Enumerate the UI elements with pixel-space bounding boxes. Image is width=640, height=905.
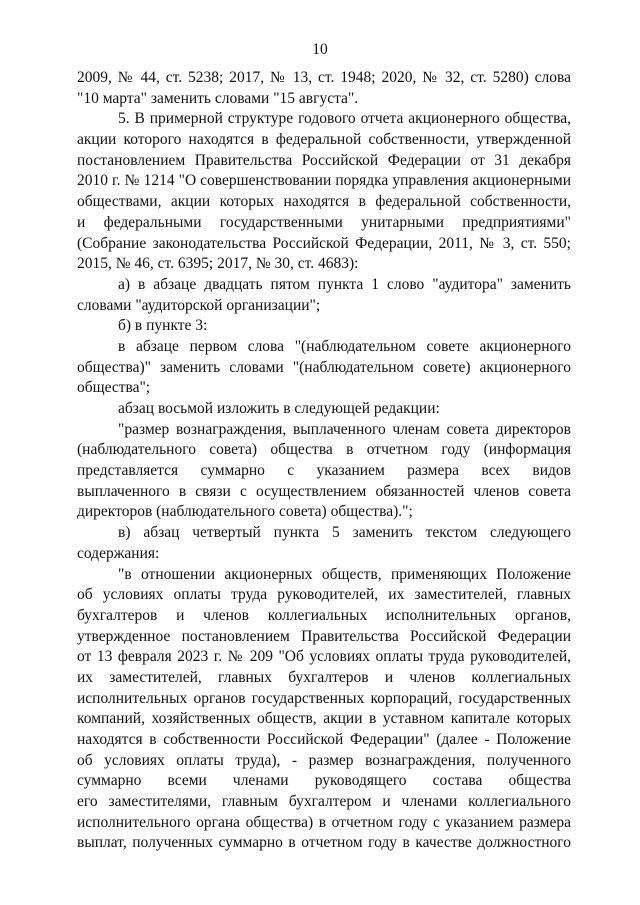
text-line: об условиях оплаты труда руководителей, их заместителей, главных — [77, 586, 571, 604]
text-line: находятся в собственности Российской Федерации" (далее - Положение — [77, 731, 571, 748]
text-line: "размер вознаграждения, выплаченного членам совета директоров — [118, 420, 571, 438]
text-line: "10 марта" заменить словами "15 августа". — [77, 89, 359, 107]
text-line: "в отношении акционерных обществ, применяющих Положение — [118, 565, 571, 583]
text-line: (Собрание законодательства Российской Федерации, 2011, № 3, ст. 550; — [77, 234, 571, 252]
text-line: (наблюдательного совета) общества в отчетном году (информация — [77, 441, 571, 459]
text-line: а) в абзаце двадцать пятом пункта 1 слово "аудитора" заменить — [118, 275, 571, 293]
text-line: 2015, № 46, ст. 6395; 2017, № 30, ст. 4683): — [77, 255, 359, 273]
text-line: абзац восьмой изложить в следующей редакции: — [118, 400, 440, 417]
text-line: общества)" заменить словами "(наблюдательном совете) акционерного — [77, 358, 571, 376]
text-line: 2010 г. № 1214 "О совершенствовании порядка управления акционерными — [77, 172, 571, 190]
text-line: общества"; — [77, 379, 151, 397]
text-line: 5. В примерной структуре годового отчета акционерного общества, — [118, 110, 571, 128]
text-line: компаний, хозяйственных обществ, акции в уставном капитале которых — [77, 710, 571, 728]
text-line: его заместителями, главным бухгалтером и членами коллегиального — [77, 793, 571, 811]
text-line: словами "аудиторской организации"; — [77, 296, 321, 314]
text-line: исполнительного органа общества) в отчетном году с указанием размера — [77, 813, 571, 831]
text-line: и федеральными государственными унитарными предприятиями" — [77, 213, 571, 231]
page-number: 10 — [312, 41, 328, 58]
text-line: суммарно всеми членами руководящего состава общества — [77, 772, 571, 790]
text-line: выплаченного в связи с осуществлением обязанностей членов совета — [77, 482, 571, 500]
text-line: б) в пункте 3: — [118, 317, 208, 335]
text-line: содержания: — [77, 544, 160, 562]
text-line: от 13 февраля 2023 г. № 209 "Об условиях оплаты труда руководителей, — [77, 648, 571, 666]
text-line: в абзаце первом слова "(наблюдательном совете акционерного — [118, 337, 571, 355]
text-line: представляется суммарно с указанием размера всех видов — [77, 462, 571, 480]
text-line: исполнительных органов государственных корпораций, государственных — [77, 689, 571, 707]
text-line: бухгалтеров и членов коллегиальных исполнительных органов, — [77, 606, 571, 624]
text-line: выплат, полученных суммарно в отчетном году в качестве должностного — [77, 834, 571, 852]
text-line: директоров (наблюдательного совета) общества)."; — [77, 503, 413, 521]
text-line: об условиях оплаты труда), - размер вознаграждения, полученного — [77, 751, 571, 769]
text-line: утвержденное постановлением Правительства Российской Федерации — [77, 627, 571, 645]
text-line: их заместителей, главных бухгалтеров и членов коллегиальных — [77, 668, 571, 686]
text-line: в) абзац четвертый пункта 5 заменить текстом следующего — [118, 524, 571, 542]
text-line: постановлением Правительства Российской Федерации от 31 декабря — [77, 151, 571, 169]
document-body — [77, 68, 571, 854]
text-line: 2009, № 44, ст. 5238; 2017, № 13, ст. 1948; 2020, № 32, ст. 5280) слова — [77, 69, 571, 86]
text-line: обществами, акции которых находятся в федеральной собственности, — [77, 193, 571, 211]
text-line: акции которого находятся в федеральной собственности, утвержденной — [77, 131, 571, 149]
